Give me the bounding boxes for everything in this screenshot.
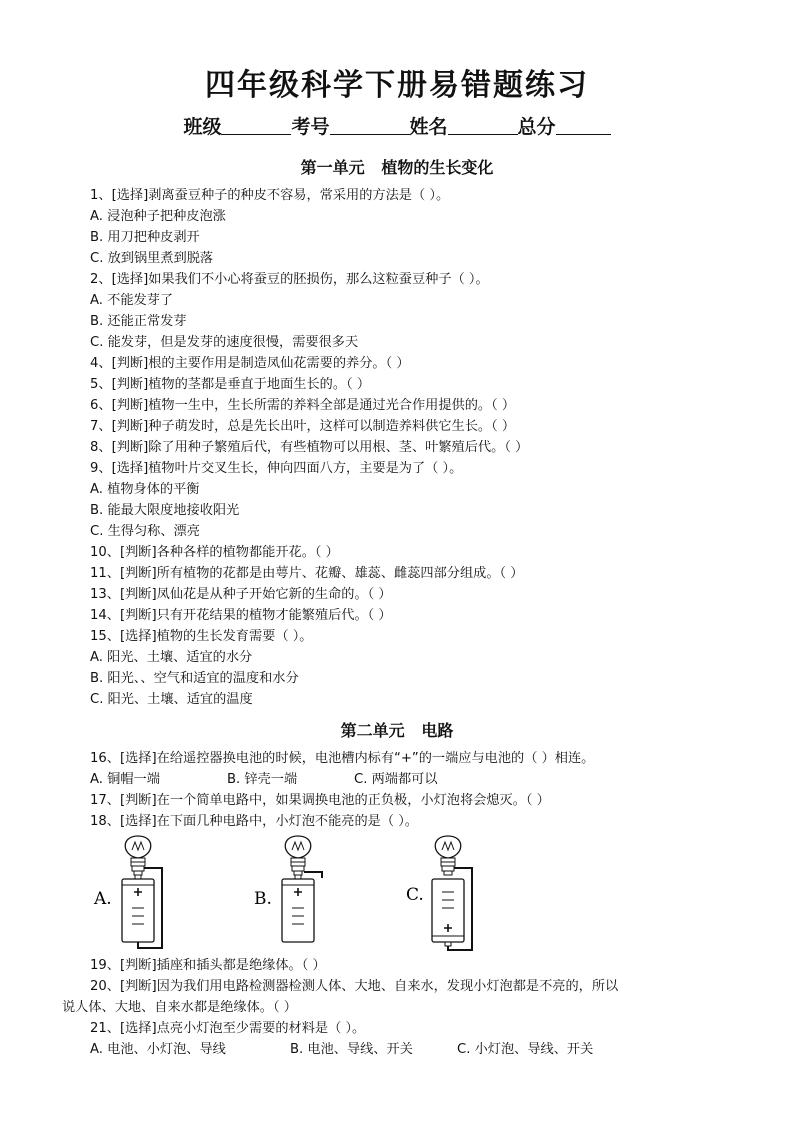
q21-options — [90, 1040, 593, 1060]
question-line: 20、[判断]因为我们用电路检测器检测人体、大地、自来水，发现小灯泡都是不亮的，所以 — [90, 979, 619, 994]
score-label: 总分 — [517, 116, 556, 138]
option-line: A. 阳光、土壤、适宜的水分 — [90, 650, 253, 665]
circuit-a-label: A. — [94, 889, 112, 909]
question-line: 4、[判断]根的主要作用是制造凤仙花需要的养分。（ ） — [90, 356, 410, 371]
question-line-continued: 说人体、大地、自来水都是绝缘体。（ ） — [62, 1000, 297, 1015]
class-label: 班级 — [183, 116, 222, 138]
option-line: C. 能发芽，但是发芽的速度很慢，需要很多天 — [90, 335, 359, 350]
circuit-diagrams — [88, 832, 508, 954]
question-line: 5、[判断]植物的茎都是垂直于地面生长的。（ ） — [90, 377, 371, 392]
battery-icon — [122, 875, 154, 942]
question-line: 16、[选择]在给遥控器换电池的时候，电池槽内标有“+”的一端应与电池的（ ）相连。 — [90, 751, 595, 766]
section-heading-unit2: 第二单元 电路 — [340, 721, 454, 740]
circuit-b — [254, 836, 322, 942]
question-line: 2、[选择]如果我们不小心将蚕豆的胚损伤，那么这粒蚕豆种子（ ）。 — [90, 272, 489, 287]
question-line: 19、[判断]插座和插头都是绝缘体。（ ） — [90, 958, 326, 973]
option-line: C. 放到锅里煮到脱落 — [90, 251, 214, 266]
option-line: B. 能最大限度地接收阳光 — [90, 503, 240, 518]
section-heading-unit1: 第一单元 植物的生长变化 — [300, 158, 494, 177]
question-line: 15、[选择]植物的生长发育需要（ ）。 — [90, 629, 313, 644]
option-line: B. 用刀把种皮剥开 — [90, 230, 200, 245]
circuit-c-label: C. — [406, 885, 424, 905]
option-line: A. 浸泡种子把种皮泡涨 — [90, 209, 226, 224]
question-line: 9、[选择]植物叶片交叉生长，伸向四面八方，主要是为了（ ）。 — [90, 461, 463, 476]
option-line: B. 还能正常发芽 — [90, 314, 187, 329]
question-line: 14、[判断]只有开花结果的植物才能繁殖后代。（ ） — [90, 608, 392, 623]
page-title: 四年级科学下册易错题练习 — [205, 68, 589, 103]
question-line: 6、[判断]植物一生中，生长所需的养料全部是通过光合作用提供的。（ ） — [90, 398, 516, 413]
q16-options — [90, 770, 438, 790]
bulb-icon — [125, 836, 151, 875]
circuit-a — [93, 836, 162, 948]
question-line: 18、[选择]在下面几种电路中，小灯泡不能亮的是（ ）。 — [90, 814, 418, 829]
question-line: 11、[判断]所有植物的花都是由萼片、花瓣、雄蕊、雌蕊四部分组成。（ ） — [90, 566, 524, 581]
option-a: A. 电池、小灯泡、导线 — [90, 1042, 226, 1057]
option-line: B. 阳光、、空气和适宜的温度和水分 — [90, 671, 299, 686]
option-line: C. 阳光、土壤、适宜的温度 — [90, 692, 253, 707]
bulb-icon — [435, 836, 461, 875]
option-b: B. 锌壳一端 — [227, 772, 298, 787]
name-label: 姓名 — [409, 116, 448, 138]
circuit-c — [406, 836, 472, 950]
question-line: 10、[判断]各种各样的植物都能开花。（ ） — [90, 545, 339, 560]
option-a: A. 铜帽一端 — [90, 772, 160, 787]
bulb-icon — [285, 836, 311, 875]
question-line: 1、[选择]剥离蚕豆种子的种皮不容易，常采用的方法是（ ）。 — [90, 188, 450, 203]
student-info-line — [0, 112, 794, 139]
option-c: C. 小灯泡、导线、开关 — [457, 1042, 594, 1057]
question-line: 13、[判断]凤仙花是从种子开始它新的生命的。（ ） — [90, 587, 392, 602]
question-line: 8、[判断]除了用种子繁殖后代，有些植物可以用根、茎、叶繁殖后代。（ ） — [90, 440, 529, 455]
battery-icon — [432, 879, 464, 946]
circuit-b-label: B. — [254, 889, 272, 909]
question-line: 17、[判断]在一个简单电路中，如果调换电池的正负极，小灯泡将会熄灭。（ ） — [90, 793, 550, 808]
question-line: 7、[判断]种子萌发时，总是先长出叶，这样可以制造养料供它生长。（ ） — [90, 419, 516, 434]
class-blank[interactable] — [221, 116, 291, 135]
option-line: A. 植物身体的平衡 — [90, 482, 200, 497]
battery-icon — [282, 875, 314, 942]
exam-no-blank[interactable] — [330, 116, 410, 135]
option-line: A. 不能发芽了 — [90, 293, 174, 308]
option-c: C. 两端都可以 — [354, 772, 438, 787]
option-line: C. 生得匀称、漂亮 — [90, 524, 200, 539]
question-line: 21、[选择]点亮小灯泡至少需要的材料是（ ）。 — [90, 1021, 366, 1036]
option-b: B. 电池、导线、开关 — [290, 1042, 413, 1057]
name-blank[interactable] — [448, 116, 518, 135]
exam-no-label: 考号 — [291, 116, 330, 138]
score-blank[interactable] — [556, 116, 611, 135]
